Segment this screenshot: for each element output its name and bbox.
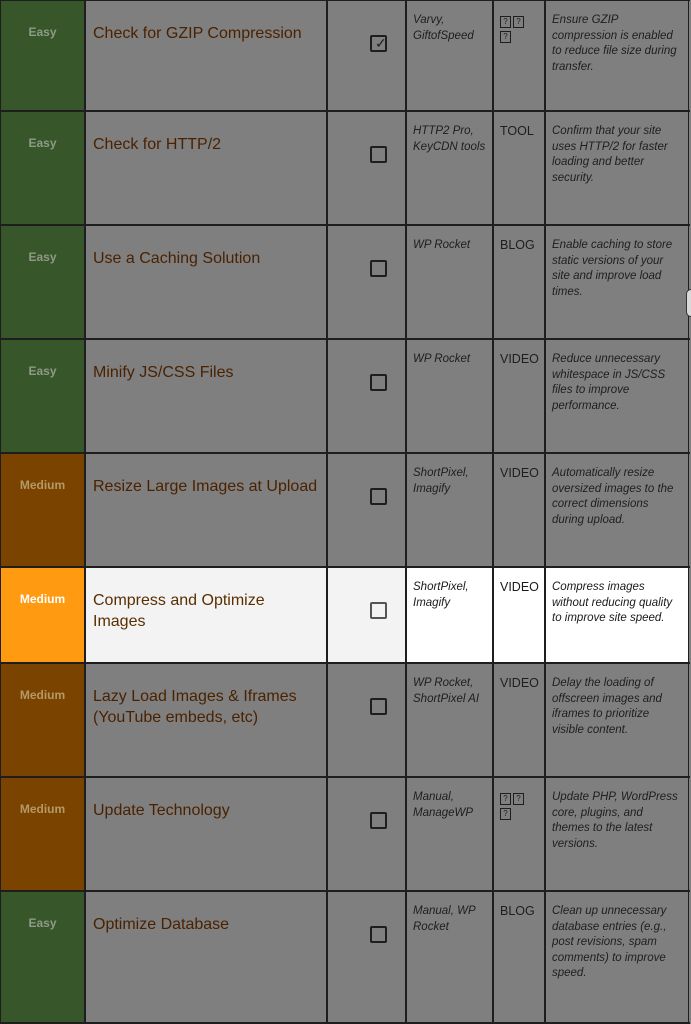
tools-cell: HTTP2 Pro, KeyCDN tools xyxy=(407,112,494,224)
tools-cell: Manual, WP Rocket xyxy=(407,892,494,1022)
resource-type-label: BLOG xyxy=(500,238,535,252)
resource-type-cell[interactable] xyxy=(494,778,546,890)
checkbox-icon[interactable] xyxy=(370,812,387,829)
checkbox-icon[interactable] xyxy=(370,488,387,505)
table-row xyxy=(1,112,690,226)
table-row xyxy=(1,664,690,778)
tools-cell: Varvy, GiftofSpeed xyxy=(407,1,494,110)
resource-type-cell[interactable] xyxy=(494,112,546,224)
missing-glyph-icon: ? xyxy=(500,16,511,28)
task-description: Enable caching to store static versions of your site and improve load times. xyxy=(546,226,689,338)
resource-type-label: VIDEO xyxy=(500,580,539,594)
difficulty-badge: Easy xyxy=(1,1,86,110)
task-checkbox-cell xyxy=(328,664,407,776)
difficulty-badge: Easy xyxy=(1,892,86,1022)
tools-cell: WP Rocket xyxy=(407,340,494,452)
task-checkbox-cell xyxy=(328,226,407,338)
difficulty-badge: Easy xyxy=(1,340,86,452)
task-title: Optimize Database xyxy=(86,892,328,1022)
resource-type-cell[interactable] xyxy=(494,1,546,110)
task-description: Automatically resize oversized images to the correct dimensions during upload. xyxy=(546,454,689,566)
task-checkbox-cell xyxy=(328,1,407,110)
tools-cell: ShortPixel, Imagify xyxy=(407,568,494,662)
resource-type-cell[interactable] xyxy=(494,226,546,338)
checkbox-icon[interactable] xyxy=(370,374,387,391)
difficulty-badge: Easy xyxy=(1,112,86,224)
table-row xyxy=(1,568,690,664)
task-description: Ensure GZIP compression is enabled to reduce file size during transfer. xyxy=(546,1,689,110)
resource-type-label: BLOG xyxy=(500,904,535,918)
tools-cell: ShortPixel, Imagify xyxy=(407,454,494,566)
task-checkbox-cell xyxy=(328,778,407,890)
resource-type-cell[interactable] xyxy=(494,454,546,566)
missing-glyph-icon: ? xyxy=(500,793,511,805)
task-title: Check for HTTP/2 xyxy=(86,112,328,224)
tools-cell: WP Rocket xyxy=(407,226,494,338)
task-checkbox-cell xyxy=(328,892,407,1022)
task-title: Check for GZIP Compression xyxy=(86,1,328,110)
table-row xyxy=(1,892,690,1024)
missing-glyph-icon: ? xyxy=(513,16,524,28)
tools-cell: WP Rocket, ShortPixel AI xyxy=(407,664,494,776)
checkbox-icon[interactable] xyxy=(370,260,387,277)
resource-type-label: TOOL xyxy=(500,124,534,138)
resource-type-cell[interactable] xyxy=(494,340,546,452)
table-row xyxy=(1,778,690,892)
missing-glyph-icon: ? xyxy=(500,31,511,43)
task-checkbox-cell xyxy=(328,112,407,224)
task-title: Resize Large Images at Upload xyxy=(86,454,328,566)
checkbox-icon[interactable] xyxy=(370,35,387,52)
table-row xyxy=(1,1,690,112)
task-description: Reduce unnecessary whitespace in JS/CSS files to improve performance. xyxy=(546,340,689,452)
resource-type-label: VIDEO xyxy=(500,352,539,366)
task-description: Clean up unnecessary database entries (e.g., post revisions, spam comments) to improve speed. xyxy=(546,892,689,1022)
task-checkbox-cell xyxy=(328,568,407,662)
table-row xyxy=(1,226,690,340)
task-description: Confirm that your site uses HTTP/2 for faster loading and better security. xyxy=(546,112,689,224)
checkbox-icon[interactable] xyxy=(370,926,387,943)
resource-type-cell[interactable] xyxy=(494,892,546,1022)
resource-type-label: VIDEO xyxy=(500,466,539,480)
checkmark-icon: ✓ xyxy=(375,35,387,51)
task-description: Compress images without reducing quality to improve site speed. xyxy=(546,568,689,662)
resource-type-cell[interactable] xyxy=(494,568,546,662)
checkbox-icon[interactable] xyxy=(370,602,387,619)
difficulty-badge: Easy xyxy=(1,226,86,338)
task-title: Update Technology xyxy=(86,778,328,890)
task-title: Minify JS/CSS Files xyxy=(86,340,328,452)
scroll-handle[interactable] xyxy=(686,289,691,317)
task-title: Use a Caching Solution xyxy=(86,226,328,338)
difficulty-badge: Medium xyxy=(1,664,86,776)
task-checkbox-cell xyxy=(328,454,407,566)
table-row xyxy=(1,454,690,568)
checkbox-icon[interactable] xyxy=(370,698,387,715)
task-title: Compress and Optimize Images xyxy=(86,568,328,662)
difficulty-badge: Medium xyxy=(1,568,86,662)
missing-glyph-icon: ? xyxy=(500,808,511,820)
task-description: Delay the loading of offscreen images and iframes to prioritize visible content. xyxy=(546,664,689,776)
missing-glyph-icon: ? xyxy=(513,793,524,805)
difficulty-badge: Medium xyxy=(1,778,86,890)
resource-type-label: VIDEO xyxy=(500,676,539,690)
task-description: Update PHP, WordPress core, plugins, and themes to the latest versions. xyxy=(546,778,689,890)
tools-cell: Manual, ManageWP xyxy=(407,778,494,890)
table-row xyxy=(1,340,690,454)
checkbox-icon[interactable] xyxy=(370,146,387,163)
task-title: Lazy Load Images & Iframes (YouTube embeds, etc) xyxy=(86,664,328,776)
task-checkbox-cell xyxy=(328,340,407,452)
resource-type-cell[interactable] xyxy=(494,664,546,776)
difficulty-badge: Medium xyxy=(1,454,86,566)
